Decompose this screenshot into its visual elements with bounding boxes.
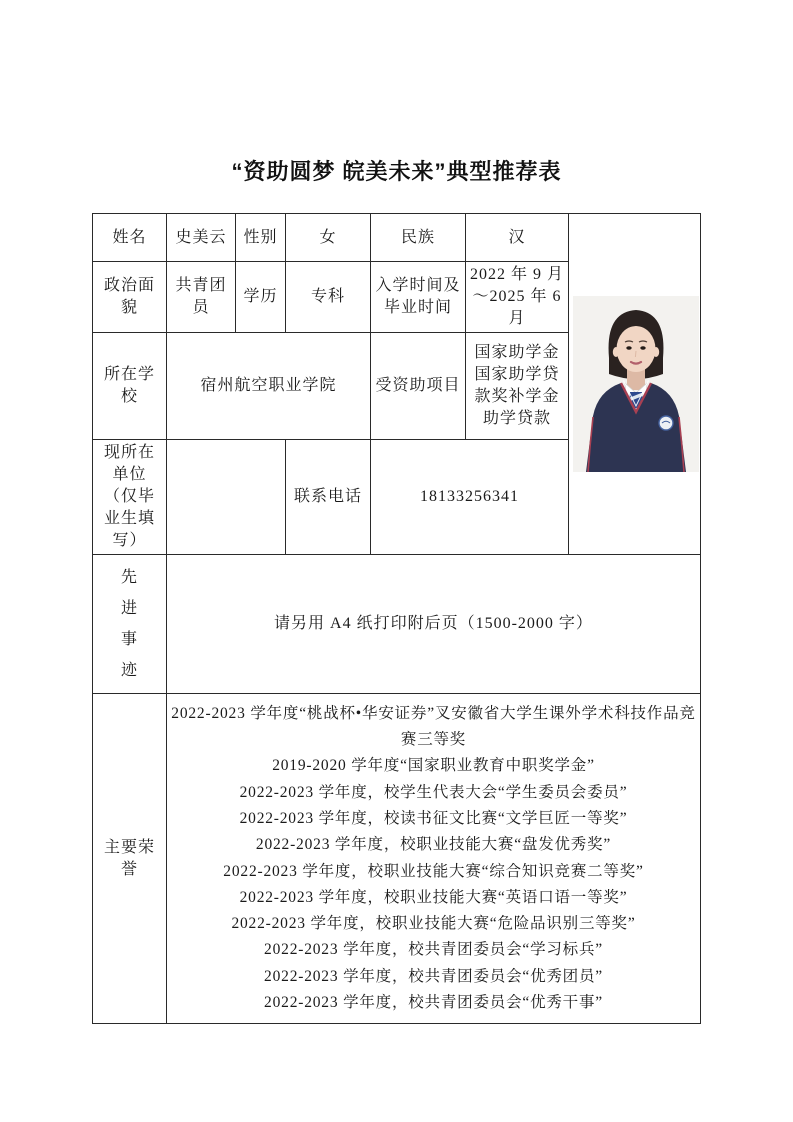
honor-item: 2022-2023 学年度，校职业技能大赛“综合知识竞赛二等奖” — [223, 862, 644, 880]
row-deeds — [93, 555, 701, 694]
nose — [635, 351, 636, 357]
row-honors — [93, 694, 701, 1024]
recommendation-form-table — [92, 213, 701, 1024]
eye-right — [640, 346, 645, 349]
phone-label: 联系电话 — [286, 440, 371, 555]
gender-label: 性别 — [236, 214, 286, 262]
political-status-value: 共青团员 — [167, 262, 236, 333]
current-unit-label: 现所在单位（仅毕业生填写） — [93, 440, 167, 555]
honor-item: 2022-2023 学年度，校职业技能大赛“英语口语一等奖” — [239, 888, 628, 906]
current-unit-value — [167, 440, 286, 555]
honor-item: 2022-2023 学年度，校职业技能大赛“盘发优秀奖” — [255, 836, 612, 854]
honor-item: 2022-2023 学年度，校职业技能大赛“危险品识别三等奖” — [231, 915, 636, 933]
row-basic-info — [93, 214, 701, 262]
eye-left — [626, 346, 631, 349]
form-title: “资助圆梦 皖美未来”典型推荐表 — [231, 159, 562, 184]
funding-project-label: 受资助项目 — [371, 333, 466, 440]
honors-label: 主要荣誉 — [93, 694, 167, 1024]
deeds-label-cell — [93, 555, 167, 694]
education-value: 专科 — [286, 262, 371, 333]
enrollment-period-value: 2022 年 9 月～2025 年 6 月 — [466, 262, 569, 333]
political-status-label: 政治面貌 — [93, 262, 167, 333]
honor-item: 2022-2023 学年度，校读书征文比赛“文学巨匠一等奖” — [239, 809, 628, 827]
honor-item: 2022-2023 学年度，校共青团委员会“优秀干事” — [264, 993, 603, 1011]
photo-cell — [569, 214, 701, 555]
enrollment-period-label: 入学时间及毕业时间 — [371, 262, 466, 333]
ethnicity-label: 民族 — [371, 214, 466, 262]
name-label: 姓名 — [93, 214, 167, 262]
phone-value: 18133256341 — [371, 440, 569, 555]
school-label: 所在学校 — [93, 333, 167, 440]
deeds-value: 请另用 A4 纸打印附后页（1500-2000 字） — [167, 555, 701, 694]
name-value: 史美云 — [167, 214, 236, 262]
face — [617, 326, 656, 372]
honors-list — [171, 701, 696, 1017]
honor-item: 2019-2020 学年度“国家职业教育中职奖学金” — [272, 757, 595, 775]
honor-item: 2022-2023 学年度，校共青团委员会“优秀团员” — [264, 967, 603, 985]
funding-project-value: 国家助学金国家助学贷款奖补学金助学贷款 — [466, 333, 569, 440]
honor-item: 2022-2023 学年度，校共青团委员会“学习标兵” — [264, 941, 603, 959]
education-label: 学历 — [236, 262, 286, 333]
gender-value: 女 — [286, 214, 371, 262]
school-value: 宿州航空职业学院 — [167, 333, 371, 440]
honors-cell — [167, 694, 701, 1024]
honor-item: 2022-2023 学年度，校学生代表大会“学生委员会委员” — [239, 783, 628, 801]
honor-item: 2022-2023 学年度“桃战杯•华安证券”叉安徽省大学生课外学术科技作品竞赛三等奖 — [171, 704, 696, 749]
deeds-label: 先进事迹 — [120, 569, 138, 679]
ethnicity-value: 汉 — [466, 214, 569, 262]
id-photo — [573, 296, 699, 472]
